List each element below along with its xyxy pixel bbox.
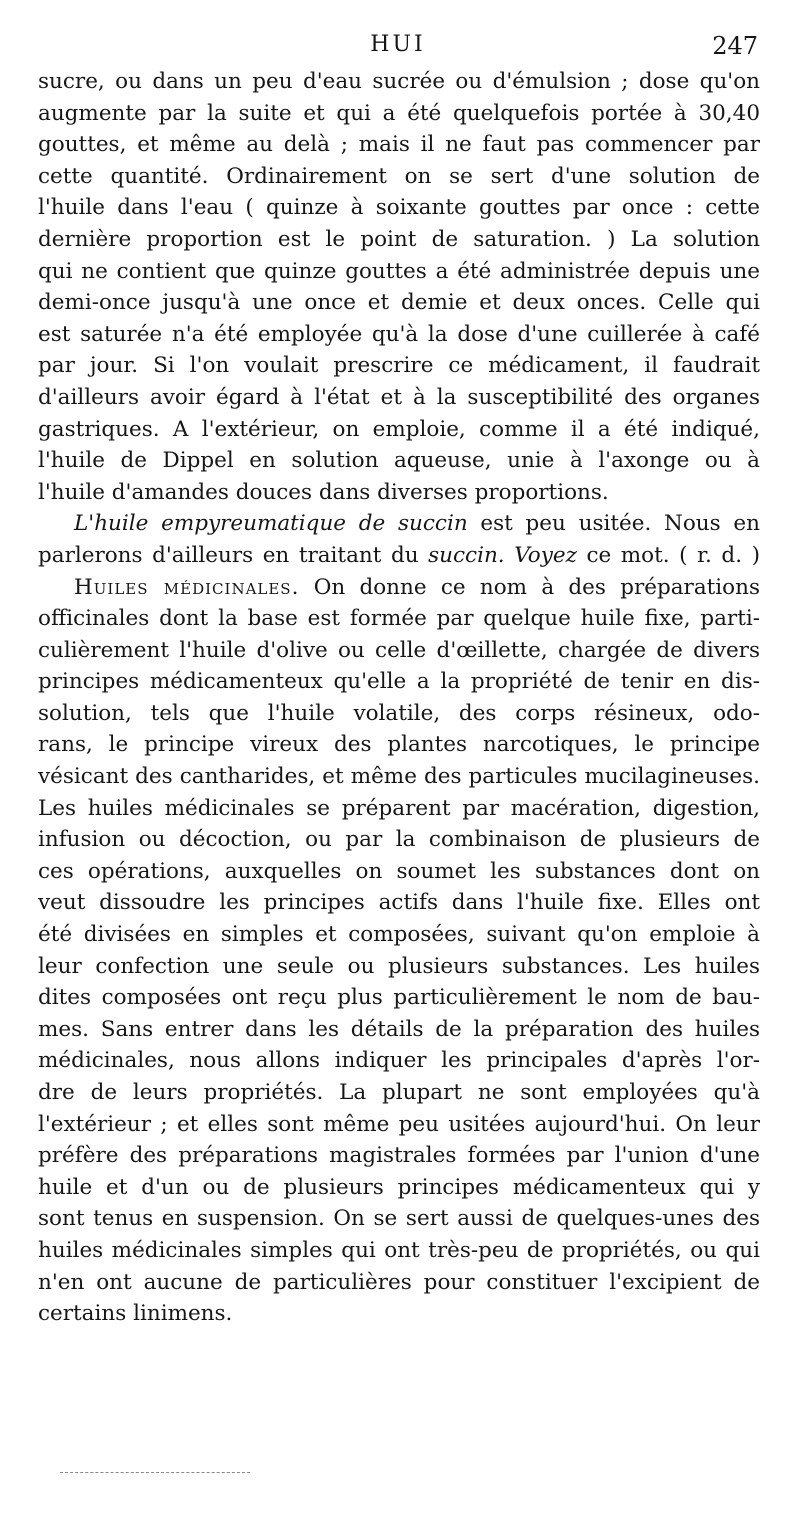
text-line <box>38 572 760 604</box>
text-line: par jour. Si l'on voulait prescrire ce médicament, il faudrait <box>38 353 760 379</box>
text-line: est saturée n'a été employée qu'à la dose d'une cuillerée à café <box>38 321 760 347</box>
text-line: d'ailleurs avoir égard à l'état et à la susceptibilité des organes <box>38 384 760 410</box>
text-line: médicinales, nous allons indiquer les principales d'après l'or- <box>38 1048 760 1074</box>
text-span: parlerons d'ailleurs en traitant du <box>38 542 429 568</box>
text-line: dernière proportion est le point de saturation. ) La solution <box>38 226 760 252</box>
paragraph-continuation <box>38 66 760 508</box>
page-number: 247 <box>712 32 758 60</box>
text-line <box>38 540 760 572</box>
text-line: certains linimens. <box>38 1301 233 1327</box>
text-line: gouttes, et même au delà ; mais il ne faut pas commencer par <box>38 132 760 158</box>
text-line: huile et d'un ou de plusieurs principes médicamenteux qui y <box>38 1174 760 1200</box>
footer-rule <box>60 1472 250 1473</box>
italic-reference: succin. Voyez <box>428 542 577 568</box>
text-line <box>38 508 760 540</box>
body-text <box>38 66 760 1330</box>
text-span: est peu usitée. Nous en <box>467 511 760 537</box>
text-line: augmente par la suite et qui a été quelquefois portée à 30,40 <box>38 100 760 126</box>
entry-heading: Huiles médicinales. <box>74 574 300 600</box>
text-line: mes. Sans entrer dans les détails de la préparation des huiles <box>38 1016 760 1042</box>
running-title: HUI <box>370 32 426 57</box>
text-line: sont tenus en suspension. On se sert aussi de quelques-unes des <box>38 1206 760 1232</box>
text-line: l'huile dans l'eau ( quinze à soixante gouttes par once : cette <box>38 195 760 221</box>
text-line: été divisées en simples et composées, suivant qu'on emploie à <box>38 922 760 948</box>
paragraph-huiles-medicinales <box>38 572 760 1330</box>
text-line: gastriques. A l'extérieur, on emploie, comme il a été indiqué, <box>38 416 760 442</box>
text-line: qui ne contient que quinze gouttes a été administrée depuis une <box>38 258 760 284</box>
text-line: leur confection une seule ou plusieurs substances. Les huiles <box>38 953 760 979</box>
text-line: principes médicamenteux qu'elle a la propriété de tenir en dis- <box>38 669 760 695</box>
text-line: cette quantité. Ordinairement on se sert d'une solution de <box>38 163 760 189</box>
text-line: l'huile de Dippel en solution aqueuse, unie à l'axonge ou à <box>38 448 760 474</box>
text-line: huiles médicinales simples qui ont très-peu de propriétés, ou qui <box>38 1237 760 1263</box>
text-line: l'huile d'amandes douces dans diverses proportions. <box>38 479 609 505</box>
text-line: rans, le principe vireux des plantes narcotiques, le principe <box>38 732 760 758</box>
text-line: infusion ou décoction, ou par la combinaison de plusieurs de <box>38 827 760 853</box>
text-line: solution, tels que l'huile volatile, des corps résineux, odo- <box>38 700 760 726</box>
paragraph-succin <box>38 508 760 571</box>
text-line: sucre, ou dans un peu d'eau sucrée ou d'émulsion ; dose qu'on <box>38 69 760 94</box>
text-line: préfère des préparations magistrales formées par l'union d'une <box>38 1143 760 1169</box>
text-line: Les huiles médicinales se préparent par macération, digestion, <box>38 795 760 821</box>
text-line: l'extérieur ; et elles sont même peu usitées aujourd'hui. On leur <box>38 1111 760 1137</box>
running-header <box>38 32 758 64</box>
italic-term: L'huile empyreumatique de succin <box>74 511 468 537</box>
text-line: n'en ont aucune de particulières pour constituer l'excipient de <box>38 1269 760 1295</box>
text-line: culièrement l'huile d'olive ou celle d'œillette, chargée de divers <box>38 637 760 663</box>
text-line: dre de leurs propriétés. La plupart ne sont employées qu'à <box>38 1080 760 1105</box>
author-initials: ce mot. ( r. d. ) <box>576 542 760 568</box>
text-line: demi-once jusqu'à une once et demie et deux onces. Celle qui <box>38 290 760 316</box>
text-line: veut dissoudre les principes actifs dans l'huile fixe. Elles ont <box>38 890 760 916</box>
text-span: On donne ce nom à des préparations <box>299 574 760 600</box>
text-line: ces opérations, auxquelles on soumet les substances dont on <box>38 858 760 884</box>
text-line: officinales dont la base est formée par quelque huile fixe, parti- <box>38 606 760 632</box>
text-line: dites composées ont reçu plus particulièrement le nom de bau- <box>38 985 760 1011</box>
text-line: vésicant des cantharides, et même des particules mucilagineuses. <box>38 764 760 790</box>
